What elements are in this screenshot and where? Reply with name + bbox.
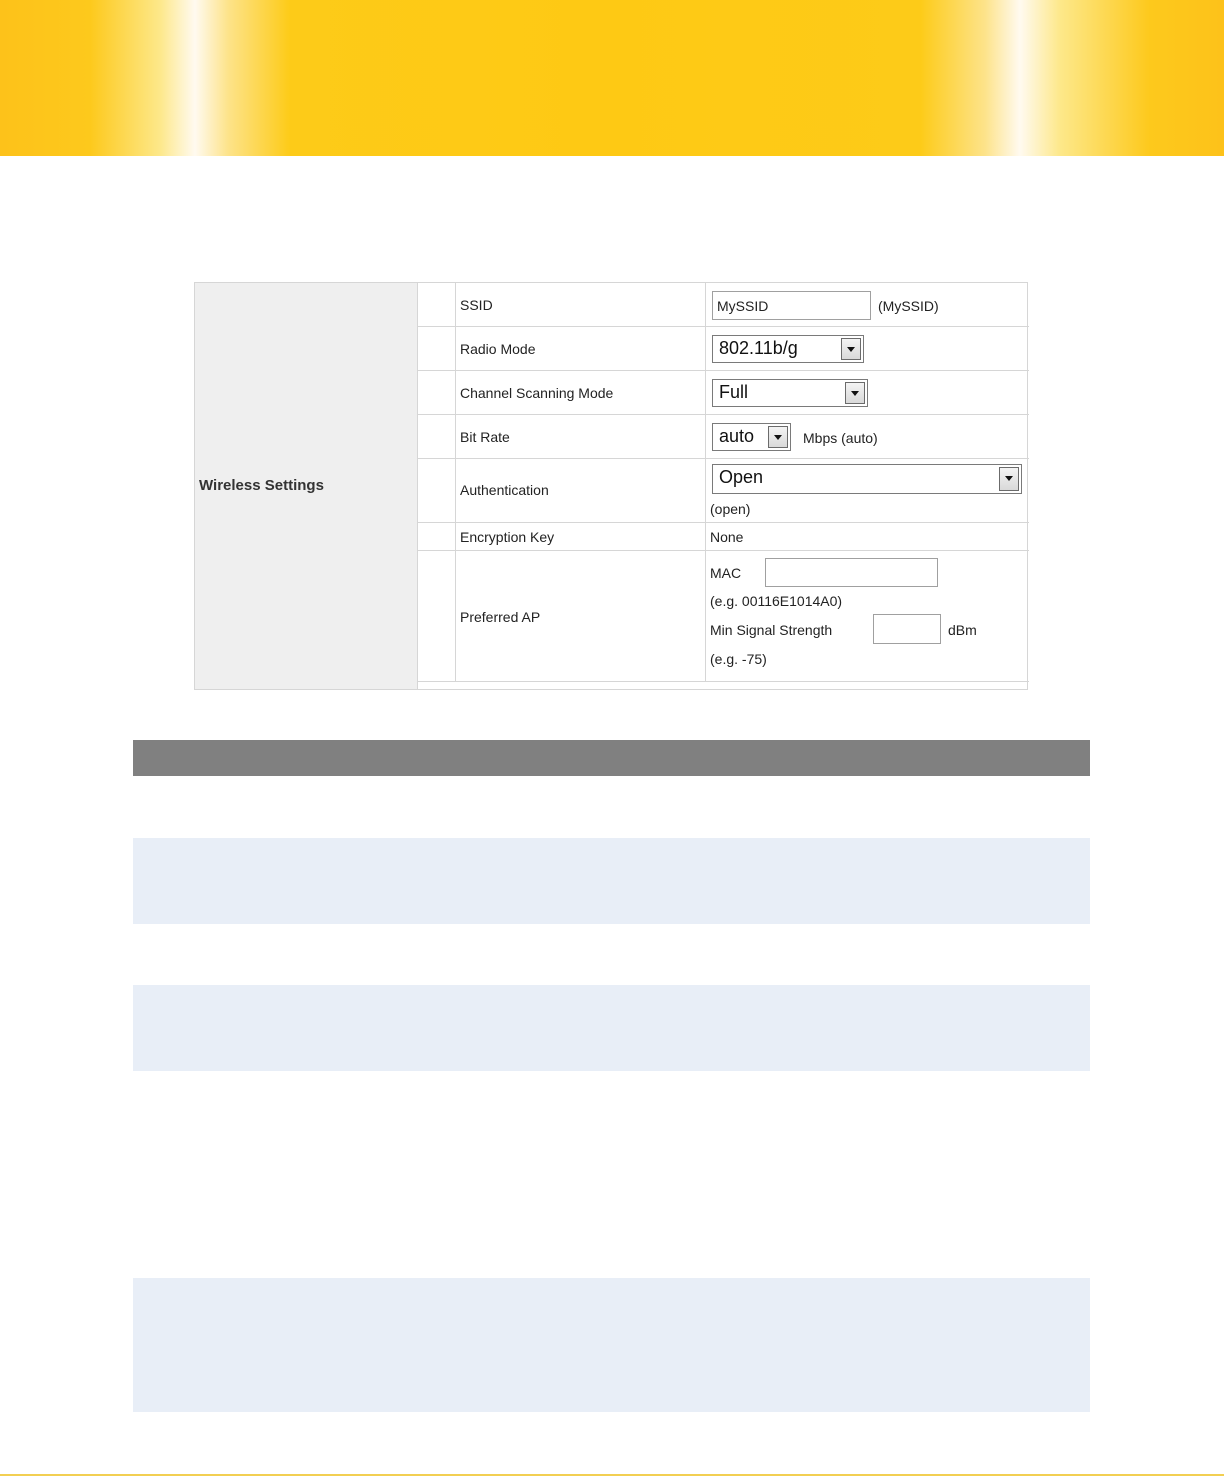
- section-title: Wireless Settings: [199, 477, 324, 494]
- row-divider: [417, 522, 1029, 523]
- bit-rate-selected: auto: [719, 426, 755, 446]
- shaded-row-2: [133, 985, 1090, 1071]
- channel-scanning-select[interactable]: [712, 379, 868, 407]
- chevron-down-icon[interactable]: [768, 426, 788, 448]
- row-divider: [417, 681, 1029, 682]
- ssid-input[interactable]: [712, 291, 871, 320]
- spacer-column: [417, 283, 456, 681]
- bit-rate-unit-note: Mbps (auto): [803, 430, 878, 446]
- encryption-key-value: None: [710, 529, 744, 545]
- channel-scanning-label: Channel Scanning Mode: [460, 385, 614, 401]
- radio-mode-label: Radio Mode: [460, 341, 536, 357]
- signal-example: (e.g. -75): [710, 651, 767, 667]
- signal-unit: dBm: [948, 622, 977, 638]
- ssid-default-note: (MySSID): [878, 298, 939, 314]
- authentication-note: (open): [710, 501, 751, 517]
- footer-rule: [0, 1474, 1224, 1476]
- chevron-down-icon[interactable]: [841, 338, 861, 360]
- radio-mode-selected: 802.11b/g: [719, 338, 798, 358]
- radio-mode-select[interactable]: [712, 335, 864, 363]
- channel-scanning-selected: Full: [719, 382, 749, 402]
- mac-label: MAC: [710, 565, 742, 581]
- row-divider: [417, 370, 1029, 371]
- encryption-key-label: Encryption Key: [460, 529, 555, 545]
- chevron-down-icon[interactable]: [999, 467, 1019, 491]
- preferred-ap-label: Preferred AP: [460, 609, 541, 625]
- min-signal-input[interactable]: [873, 614, 941, 644]
- section-label-cell: [195, 283, 418, 689]
- mac-input[interactable]: [765, 558, 938, 587]
- min-signal-label: Min Signal Strength: [710, 622, 833, 638]
- row-divider: [417, 326, 1029, 327]
- authentication-select[interactable]: [712, 464, 1022, 494]
- shaded-row-3: [133, 1278, 1090, 1412]
- authentication-label: Authentication: [460, 482, 549, 498]
- shaded-row-1: [133, 838, 1090, 924]
- ssid-label: SSID: [460, 297, 493, 313]
- mac-example: (e.g. 00116E1014A0): [710, 593, 843, 609]
- row-divider: [417, 458, 1029, 459]
- row-divider: [417, 414, 1029, 415]
- bit-rate-select[interactable]: [712, 423, 791, 451]
- table-header-bar: [133, 740, 1090, 776]
- wireless-settings-panel: [194, 282, 1028, 690]
- authentication-selected: Open: [719, 467, 764, 487]
- chevron-down-icon[interactable]: [845, 382, 865, 404]
- top-banner: [0, 0, 1224, 156]
- bit-rate-label: Bit Rate: [460, 429, 510, 445]
- row-divider: [417, 550, 1029, 551]
